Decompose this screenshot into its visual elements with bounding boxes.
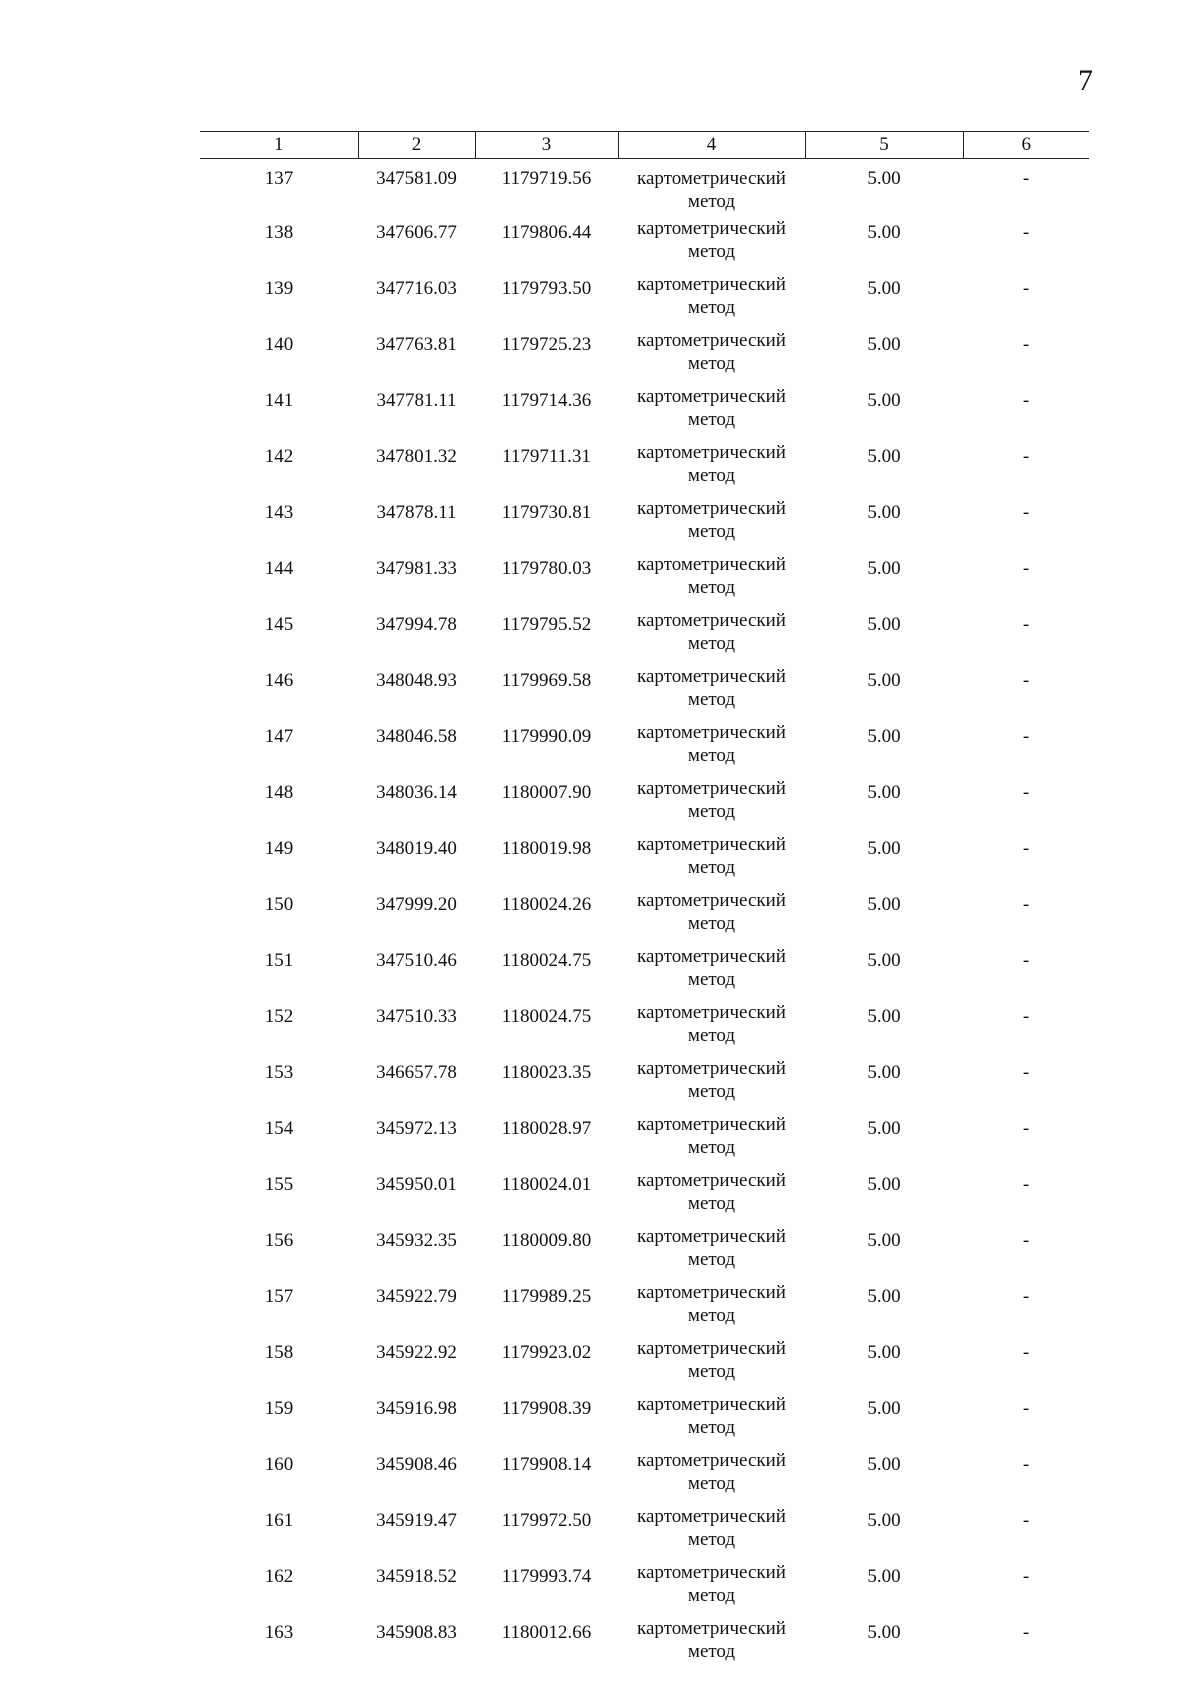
note-cell: - <box>1022 222 1030 243</box>
x-coordinate-cell: 347878.11 <box>376 502 457 523</box>
method-line-2: метод <box>687 1305 736 1326</box>
x-coordinate-cell: 347999.20 <box>376 894 457 915</box>
point-number-cell: 139 <box>264 278 294 299</box>
y-coordinate-cell: 1180024.01 <box>501 1174 592 1195</box>
method-cell <box>618 1225 805 1281</box>
method-line-2: метод <box>687 1361 736 1382</box>
table-row <box>200 217 1089 273</box>
table-row <box>200 1169 1089 1225</box>
note-cell: - <box>1022 894 1030 915</box>
note-cell: - <box>1022 782 1030 803</box>
method-line-1: картометрический <box>637 1114 786 1135</box>
note-cell: - <box>1022 278 1030 299</box>
point-number-cell: 161 <box>264 1510 294 1531</box>
method-cell <box>618 1449 805 1505</box>
table-row <box>200 777 1089 833</box>
y-coordinate-cell: 1179923.02 <box>501 1342 592 1363</box>
y-coordinate-cell: 1179990.09 <box>501 726 592 747</box>
x-coordinate-cell: 348048.93 <box>376 670 457 691</box>
table-row <box>200 945 1089 1001</box>
table-row <box>200 497 1089 553</box>
accuracy-cell: 5.00 <box>867 1062 901 1083</box>
method-cell <box>618 1393 805 1449</box>
note-cell: - <box>1022 726 1030 747</box>
method-cell <box>618 217 805 273</box>
method-line-1: картометрический <box>637 1506 786 1527</box>
method-line-2: метод <box>687 913 736 934</box>
table-row <box>200 553 1089 609</box>
method-line-1: картометрический <box>637 1618 786 1639</box>
accuracy-cell: 5.00 <box>867 726 901 747</box>
method-cell <box>618 721 805 777</box>
y-coordinate-cell: 1179972.50 <box>501 1510 592 1531</box>
table-row <box>200 889 1089 945</box>
accuracy-cell: 5.00 <box>867 894 901 915</box>
method-line-2: метод <box>687 689 736 710</box>
method-line-2: метод <box>687 521 736 542</box>
y-coordinate-cell: 1179908.39 <box>501 1398 592 1419</box>
method-line-1: картометрический <box>637 946 786 967</box>
table-row <box>200 1225 1089 1281</box>
table-row <box>200 609 1089 665</box>
method-line-1: картометрический <box>637 554 786 575</box>
x-coordinate-cell: 347781.11 <box>376 390 457 411</box>
method-line-2: метод <box>687 1529 736 1550</box>
method-line-1: картометрический <box>637 442 786 463</box>
y-coordinate-cell: 1180019.98 <box>501 838 592 859</box>
table-row <box>200 1001 1089 1057</box>
x-coordinate-cell: 345922.79 <box>376 1286 457 1307</box>
table-row <box>200 273 1089 329</box>
method-line-2: метод <box>687 409 736 430</box>
y-coordinate-cell: 1179711.31 <box>502 446 591 467</box>
accuracy-cell: 5.00 <box>867 950 901 971</box>
point-number-cell: 157 <box>264 1286 294 1307</box>
point-number-cell: 142 <box>264 446 294 467</box>
note-cell: - <box>1022 670 1030 691</box>
column-header-5: 5 <box>805 132 963 159</box>
point-number-cell: 155 <box>264 1174 294 1195</box>
point-number-cell: 148 <box>264 782 294 803</box>
x-coordinate-cell: 347606.77 <box>376 222 457 243</box>
method-cell <box>618 1505 805 1561</box>
note-cell: - <box>1022 1286 1030 1307</box>
y-coordinate-cell: 1179989.25 <box>501 1286 592 1307</box>
point-number-cell: 163 <box>264 1622 294 1643</box>
method-line-1: картометрический <box>637 778 786 799</box>
method-line-2: метод <box>687 857 736 878</box>
table-row <box>200 441 1089 497</box>
x-coordinate-cell: 347801.32 <box>376 446 457 467</box>
accuracy-cell: 5.00 <box>867 1566 901 1587</box>
point-number-cell: 144 <box>264 558 294 579</box>
y-coordinate-cell: 1179719.56 <box>501 168 592 189</box>
method-line-2: метод <box>687 1025 736 1046</box>
method-cell <box>618 1057 805 1113</box>
note-cell: - <box>1022 168 1030 189</box>
point-number-cell: 146 <box>264 670 294 691</box>
note-cell: - <box>1022 1230 1030 1251</box>
table-row <box>200 1561 1089 1617</box>
accuracy-cell: 5.00 <box>867 502 901 523</box>
table-header <box>200 132 1089 159</box>
table-body <box>200 159 1089 1674</box>
method-line-1: картометрический <box>637 1002 786 1023</box>
accuracy-cell: 5.00 <box>867 390 901 411</box>
accuracy-cell: 5.00 <box>867 1118 901 1139</box>
x-coordinate-cell: 347994.78 <box>376 614 457 635</box>
method-cell <box>618 1113 805 1169</box>
x-coordinate-cell: 347763.81 <box>376 334 457 355</box>
point-number-cell: 149 <box>264 838 294 859</box>
method-line-1: картометрический <box>637 274 786 295</box>
method-line-1: картометрический <box>637 722 786 743</box>
note-cell: - <box>1022 1454 1030 1475</box>
method-line-2: метод <box>687 577 736 598</box>
point-number-cell: 145 <box>264 614 294 635</box>
method-line-1: картометрический <box>637 1282 786 1303</box>
method-line-1: картометрический <box>637 1226 786 1247</box>
note-cell: - <box>1022 502 1030 523</box>
x-coordinate-cell: 345918.52 <box>376 1566 457 1587</box>
x-coordinate-cell: 348046.58 <box>376 726 457 747</box>
table-row <box>200 1393 1089 1449</box>
y-coordinate-cell: 1179908.14 <box>501 1454 592 1475</box>
table-row <box>200 1281 1089 1337</box>
y-coordinate-cell: 1180012.66 <box>501 1622 592 1643</box>
accuracy-cell: 5.00 <box>867 1622 901 1643</box>
accuracy-cell: 5.00 <box>867 1454 901 1475</box>
x-coordinate-cell: 345972.13 <box>376 1118 457 1139</box>
method-cell <box>618 945 805 1001</box>
accuracy-cell: 5.00 <box>867 278 901 299</box>
method-line-1: картометрический <box>637 218 786 239</box>
accuracy-cell: 5.00 <box>867 1006 901 1027</box>
note-cell: - <box>1022 1062 1030 1083</box>
table-row <box>200 1057 1089 1113</box>
method-line-1: картометрический <box>637 1394 786 1415</box>
point-number-cell: 137 <box>264 168 294 189</box>
method-cell <box>618 1281 805 1337</box>
method-line-2: метод <box>687 241 736 262</box>
point-number-cell: 160 <box>264 1454 294 1475</box>
note-cell: - <box>1022 1342 1030 1363</box>
method-line-1: картометрический <box>637 834 786 855</box>
x-coordinate-cell: 347716.03 <box>376 278 457 299</box>
point-number-cell: 153 <box>264 1062 294 1083</box>
table-row <box>200 1337 1089 1393</box>
method-line-2: метод <box>687 1417 736 1438</box>
table-row <box>200 159 1089 218</box>
method-line-1: картометрический <box>637 1058 786 1079</box>
note-cell: - <box>1022 1174 1030 1195</box>
table-row <box>200 1113 1089 1169</box>
y-coordinate-cell: 1179793.50 <box>501 278 592 299</box>
accuracy-cell: 5.00 <box>867 558 901 579</box>
method-line-2: метод <box>687 1193 736 1214</box>
method-line-2: метод <box>687 1081 736 1102</box>
method-cell <box>618 1337 805 1393</box>
table-row <box>200 1449 1089 1505</box>
column-header-6: 6 <box>963 132 1089 159</box>
y-coordinate-cell: 1179969.58 <box>501 670 592 691</box>
note-cell: - <box>1022 1118 1030 1139</box>
method-line-2: метод <box>687 465 736 486</box>
column-header-3: 3 <box>475 132 618 159</box>
method-line-2: метод <box>687 1473 736 1494</box>
y-coordinate-cell: 1179806.44 <box>501 222 592 243</box>
accuracy-cell: 5.00 <box>867 1174 901 1195</box>
note-cell: - <box>1022 838 1030 859</box>
x-coordinate-cell: 345908.46 <box>376 1454 457 1475</box>
y-coordinate-cell: 1179725.23 <box>501 334 592 355</box>
method-line-1: картометрический <box>637 168 786 189</box>
method-cell <box>618 833 805 889</box>
accuracy-cell: 5.00 <box>867 1398 901 1419</box>
note-cell: - <box>1022 1398 1030 1419</box>
note-cell: - <box>1022 1006 1030 1027</box>
method-cell <box>618 385 805 441</box>
x-coordinate-cell: 348036.14 <box>376 782 457 803</box>
note-cell: - <box>1022 950 1030 971</box>
x-coordinate-cell: 345922.92 <box>376 1342 457 1363</box>
method-line-1: картометрический <box>637 1562 786 1583</box>
accuracy-cell: 5.00 <box>867 670 901 691</box>
point-number-cell: 152 <box>264 1006 294 1027</box>
accuracy-cell: 5.00 <box>867 168 901 189</box>
method-line-2: метод <box>687 297 736 318</box>
point-number-cell: 143 <box>264 502 294 523</box>
method-line-1: картометрический <box>637 610 786 631</box>
y-coordinate-cell: 1179795.52 <box>501 614 592 635</box>
accuracy-cell: 5.00 <box>867 1286 901 1307</box>
x-coordinate-cell: 347510.33 <box>376 1006 457 1027</box>
point-number-cell: 151 <box>264 950 294 971</box>
table-row <box>200 665 1089 721</box>
method-cell <box>618 1001 805 1057</box>
method-line-2: метод <box>687 745 736 766</box>
table-row <box>200 1505 1089 1561</box>
method-line-2: метод <box>687 801 736 822</box>
y-coordinate-cell: 1179714.36 <box>501 390 592 411</box>
method-cell <box>618 609 805 665</box>
y-coordinate-cell: 1179993.74 <box>501 1566 592 1587</box>
column-header-2: 2 <box>358 132 475 159</box>
table-row <box>200 329 1089 385</box>
method-cell <box>618 665 805 721</box>
method-line-2: метод <box>687 191 736 212</box>
table-row <box>200 385 1089 441</box>
method-line-2: метод <box>687 1585 736 1606</box>
coordinates-table <box>200 131 1089 1673</box>
x-coordinate-cell: 345908.83 <box>376 1622 457 1643</box>
point-number-cell: 158 <box>264 1342 294 1363</box>
method-line-1: картометрический <box>637 666 786 687</box>
y-coordinate-cell: 1180024.75 <box>501 1006 592 1027</box>
method-line-1: картометрический <box>637 1338 786 1359</box>
note-cell: - <box>1022 334 1030 355</box>
method-line-2: метод <box>687 1249 736 1270</box>
accuracy-cell: 5.00 <box>867 1510 901 1531</box>
note-cell: - <box>1022 390 1030 411</box>
point-number-cell: 147 <box>264 726 294 747</box>
table-row <box>200 833 1089 889</box>
method-cell <box>618 1169 805 1225</box>
method-cell <box>618 329 805 385</box>
method-cell <box>618 273 805 329</box>
method-line-1: картометрический <box>637 498 786 519</box>
header-row <box>200 132 1089 159</box>
x-coordinate-cell: 346657.78 <box>376 1062 457 1083</box>
table-row <box>200 1617 1089 1673</box>
x-coordinate-cell: 347510.46 <box>376 950 457 971</box>
method-line-1: картометрический <box>637 1170 786 1191</box>
point-number-cell: 159 <box>264 1398 294 1419</box>
y-coordinate-cell: 1180023.35 <box>501 1062 592 1083</box>
method-line-2: метод <box>687 1641 736 1662</box>
accuracy-cell: 5.00 <box>867 782 901 803</box>
method-cell <box>618 497 805 553</box>
method-cell <box>618 1617 805 1673</box>
note-cell: - <box>1022 614 1030 635</box>
method-line-2: метод <box>687 353 736 374</box>
note-cell: - <box>1022 1622 1030 1643</box>
column-header-1: 1 <box>200 132 358 159</box>
method-line-2: метод <box>687 969 736 990</box>
accuracy-cell: 5.00 <box>867 614 901 635</box>
point-number-cell: 140 <box>264 334 294 355</box>
x-coordinate-cell: 347581.09 <box>376 168 457 189</box>
method-line-1: картометрический <box>637 1450 786 1471</box>
accuracy-cell: 5.00 <box>867 222 901 243</box>
method-line-1: картометрический <box>637 386 786 407</box>
x-coordinate-cell: 347981.33 <box>376 558 457 579</box>
y-coordinate-cell: 1179730.81 <box>501 502 592 523</box>
page-number: 7 <box>1078 64 1093 97</box>
y-coordinate-cell: 1180007.90 <box>501 782 592 803</box>
x-coordinate-cell: 345932.35 <box>376 1230 457 1251</box>
x-coordinate-cell: 345919.47 <box>376 1510 457 1531</box>
note-cell: - <box>1022 1566 1030 1587</box>
method-line-2: метод <box>687 633 736 654</box>
note-cell: - <box>1022 446 1030 467</box>
y-coordinate-cell: 1180009.80 <box>501 1230 592 1251</box>
accuracy-cell: 5.00 <box>867 1230 901 1251</box>
note-cell: - <box>1022 1510 1030 1531</box>
accuracy-cell: 5.00 <box>867 334 901 355</box>
accuracy-cell: 5.00 <box>867 838 901 859</box>
x-coordinate-cell: 345916.98 <box>376 1398 457 1419</box>
y-coordinate-cell: 1179780.03 <box>501 558 592 579</box>
method-cell <box>618 553 805 609</box>
column-header-4: 4 <box>618 132 805 159</box>
point-number-cell: 138 <box>264 222 294 243</box>
point-number-cell: 156 <box>264 1230 294 1251</box>
note-cell: - <box>1022 558 1030 579</box>
point-number-cell: 162 <box>264 1566 294 1587</box>
method-line-2: метод <box>687 1137 736 1158</box>
x-coordinate-cell: 345950.01 <box>376 1174 457 1195</box>
y-coordinate-cell: 1180028.97 <box>501 1118 592 1139</box>
method-cell <box>618 889 805 945</box>
accuracy-cell: 5.00 <box>867 1342 901 1363</box>
method-cell <box>618 1561 805 1617</box>
point-number-cell: 150 <box>264 894 294 915</box>
point-number-cell: 154 <box>264 1118 294 1139</box>
method-cell <box>618 441 805 497</box>
method-line-1: картометрический <box>637 330 786 351</box>
accuracy-cell: 5.00 <box>867 446 901 467</box>
method-cell <box>618 159 805 218</box>
table-row <box>200 721 1089 777</box>
x-coordinate-cell: 348019.40 <box>376 838 457 859</box>
method-cell <box>618 777 805 833</box>
y-coordinate-cell: 1180024.75 <box>501 950 592 971</box>
y-coordinate-cell: 1180024.26 <box>501 894 592 915</box>
method-line-1: картометрический <box>637 890 786 911</box>
point-number-cell: 141 <box>264 390 294 411</box>
